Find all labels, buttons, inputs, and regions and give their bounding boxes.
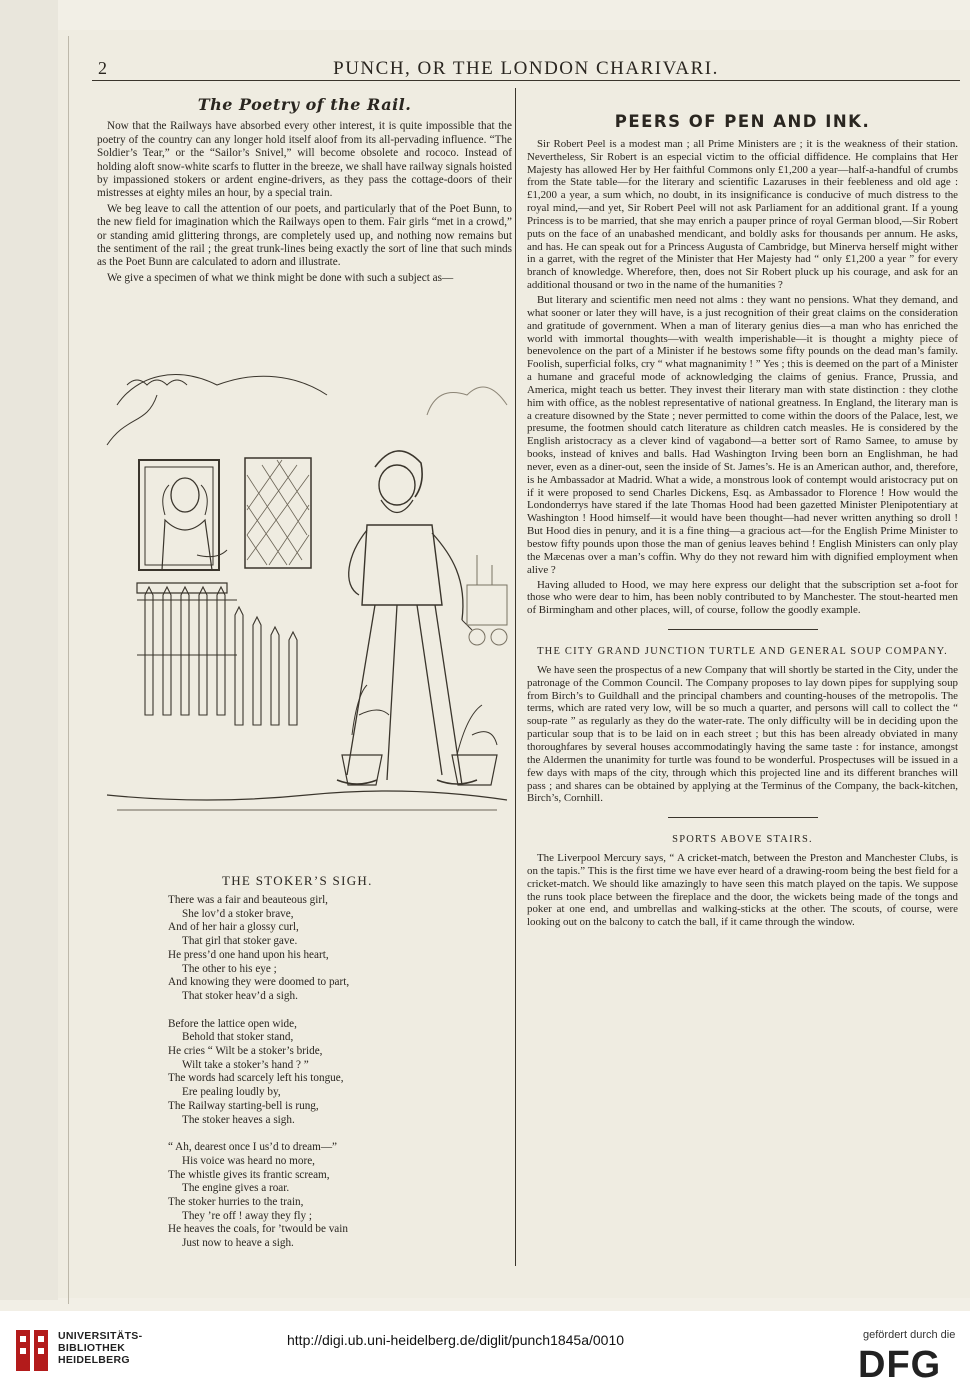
poem-line: The Railway starting-bell is rung, [168, 1099, 319, 1112]
institution-name [58, 1330, 142, 1366]
column-divider [515, 88, 516, 1266]
stoker-illustration [97, 355, 513, 845]
institution-line: HEIDELBERG [58, 1354, 130, 1366]
poem-line: That girl that stoker gave. [182, 935, 298, 948]
poem-the-stokers-sigh [168, 894, 349, 1265]
poem-stanza-3 [168, 1141, 349, 1251]
poem-line: His voice was heard no more, [182, 1154, 315, 1167]
poem-line: There was a fair and beauteous girl, [168, 894, 328, 906]
left-article [97, 95, 512, 287]
poem-line: He cries “ Wilt be a stoker’s bride, [168, 1045, 323, 1058]
poem-line: He press’d one hand upon his heart, [168, 948, 329, 961]
article-title-poetry-of-the-rail: The Poetry of the Rail. [197, 95, 412, 114]
institution-line: BIBLIOTHEK [58, 1342, 126, 1354]
poem-line: And of her hair a glossy curl, [168, 921, 299, 934]
scan-margin [0, 0, 58, 1300]
poem-line: Before the lattice open wide, [168, 1017, 297, 1030]
poem-line: Ere pealing loudly by, [182, 1086, 281, 1099]
paragraph: We have seen the prospectus of a new Company that will shortly be started in the City, under the patronage of the Common Council. The Company proposes to lay down pipes for supplying soup from Birch’s to Guildhall and the principal chambers and counting-houses of the metropolis. The terms, which are rated very low, will be so much a quarter, and persons will call to collect the “ soup-rate ” as regularly as they do the water-rate. The only difficulty will be in deciding upon the particular soup that is to be laid on in each street ; but this has been already obviated in many thoroughfares by several houses accommodatingly having the same taste : for instance, amongst the Aldermen the unanimity for turtle was found to be wonderful. Prospectuses will be issued in a few days with maps of the city, through which this projected line and its different branches will pass ; and shares can be obtained by applying at the Terminus of the Company, the back-kitchen, Birch’s, Cornhill. [527, 663, 958, 805]
poem-line: She lov’d a stoker brave, [182, 907, 294, 920]
paragraph: Having alluded to Hood, we may here express our delight that the subscription set a-foot for those who were dear to him, has been nobly contributed to by Manchester. The stout-hearted men of Birmingham and other places, will, of course, follow the goodly example. [527, 578, 958, 617]
paragraph: Sir Robert Peel is a modest man ; all Prime Ministers are ; it is the weakness of their station. Nevertheless, Sir Robert is an especial victim to the official diffidence. He complains that Her Majesty has allowed Her by Her faithful Commons only £1,200 a year—half-a-handful of crumbs from the State table—for the literary and scientific Lazaruses in their feebleness and old age : £1,200 a year, a sum which, no doubt, in its insignificance is conducive of much distress to the royal mind,—and yet, Sir Robert Peel will not ask Parliament for an additional grant. If a young Princess is to be married, that she may enrich a pauper prince of royal German blood,—Sir Robert puts on the face of an unabashed mendicant, and boldly asks for thousands per annum. He asks, and has. He can speak out for a Princess Augusta of Cambridge, but Minerva herself might wither in a garret, with the regret of the Minister that Her Majesty had “ only £1,200 a year ” for every branch of knowledge. Wherefore, then, does not Sir Robert pluck up his courage, and ask for an additional thousand or two in the name of the humanities ? [527, 137, 958, 292]
poem-line: The words had scarcely left his tongue, [168, 1072, 344, 1085]
paragraph: The Liverpool Mercury says, “ A cricket-match, between the Preston and Manchester Clubs, is on the tapis.” This is the first time we have ever heard of a drawing-room being the best field for a cricket-match. We should like amazingly to have seen this match played on the tapis. We suppose the runs took place between the fireplace and the door, the wickets being made of the tongs and poker at one end, and umbrellas and walking-sticks at the other. The scouts, of course, were looking out on the balcony to catch the ball, if it came through the window. [527, 852, 958, 929]
paragraph: Now that the Railways have absorbed every other interest, it is quite impossible that the poetry of the country can any longer hold itself aloof from its all-pervading influence. “The Soldier’s Tear,” or the “Sailor’s Snivel,” will become obsolete and rococo. Instead of holding aloft snow-white scarfs to flutter in the breeze, we shall have railway signals hoisted by impassioned stokers or ardent engine-drivers, as they pass the cottage-doors of their mistresses at eighty miles an hour, by a special train. [97, 120, 512, 200]
article-title-peers-of-pen-and-ink: PEERS OF PEN AND INK. [614, 112, 871, 131]
paragraph: We give a specimen of what we think might be done with such a subject as— [107, 271, 454, 284]
poem-line: Just now to heave a sigh. [182, 1237, 294, 1250]
poem-line: They ’re off ! away they fly ; [182, 1209, 312, 1222]
poem-line: That stoker heav’d a sigh. [182, 989, 298, 1002]
article-title-turtle-soup-company: THE CITY GRAND JUNCTION TURTLE AND GENERAL SOUP COMPANY. [537, 646, 948, 658]
funded-by-label: gefördert durch die [863, 1329, 956, 1341]
dfg-logo-text: DFG [858, 1344, 942, 1380]
institution-line: UNIVERSITÄTS- [58, 1330, 143, 1342]
page-edge-line [68, 36, 69, 1304]
poem-stanza-1 [168, 894, 349, 1004]
section-separator [668, 629, 818, 630]
poem-line: The whistle gives its frantic scream, [168, 1168, 330, 1181]
poem-line: The stoker hurries to the train, [168, 1196, 304, 1209]
paragraph: We beg leave to call the attention of our poets, and particularly that of the Poet Bunn, to the new field for imagination which the Railways open to them. Fair girls “met in a crowd,” or standing amid glittering throngs, are completely used up, and nothing now remains but the sentiment of the rail ; the great trunk-lines being exactly the sort of line that such minds as the Poet Bunn are calculated to adorn and illustrate. [97, 202, 512, 269]
poem-line: Wilt take a stoker’s hand ? ” [182, 1058, 309, 1071]
poem-stanza-2 [168, 1018, 349, 1128]
running-title: PUNCH, OR THE LONDON CHARIVARI. [333, 58, 719, 79]
poem-line: He heaves the coals, for ’twould be vain [168, 1223, 348, 1236]
dfg-logo-icon [858, 1344, 958, 1380]
page-header [92, 58, 960, 81]
paragraph: But literary and scientific men need not alms : they want no pensions. What they demand, and what sooner or later they will have, is a just recognition of their great claims on the consideration and gratitude of government. When a man of literary genius dies—a man who has enriched the world with immortal thoughts—with wealth imperishable—it is thought a mighty piece of benevolence on the part of a Minister if he bestows some fifty pounds on the dead man’s family. Foolish, superficial folks, cry “ what magnanimity ! ” Yes ; this is deemed on the part of a Minister a humane and graceful mode of acknowledging the claims of genius. France, Prussia, and America, might teach us better. They invest their literary man with state distinction : they clothe him with office, as the noblest representative of national greatness. In England, the literary man is a creature disowned by the State ; never permitted to come within the doors of the Palace, lest, we presume, the footmen should catch literature as children catch measles. He is considered by the English aristocracy as a clever kind of vagabond—a better sort of Ramo Samee, to amuse by books, instead of knives and balls. Had Washington Irving been born an Englishman, he had never, even as a diner-out, seen the inside of St. James’s. He is an American author, and, therefore, is he Ambassador at Madrid. What a wide, a monstrous look of contempt would aristocracy put on if it were proposed to send Charles Dickens, Esq. as Ambassador to Florence ! How would the Londonderrys have stared if the late Thomas Hood had been gazetted Minister Plenipotentiary at Washington ! Hood himself—it would have been thought—had never written anything so droll ! But Hood dies in penury, and it is a fine thing—a gracious act—for the English Prime Minister to bestow fifty pounds upon those the man of genius leaves behind ! English Ministers can only play the Mæcenas over a man’s coffin. Why do they not reward him with dignified employment when alive ? [527, 293, 958, 576]
digitization-footer [0, 1311, 970, 1387]
poem-line: “ Ah, dearest once I us’d to dream—” [168, 1141, 337, 1154]
source-url-link[interactable]: http://digi.ub.uni-heidelberg.de/diglit/punch1845a/0010 [287, 1332, 625, 1348]
poem-title: THE STOKER’S SIGH. [222, 873, 373, 888]
page-number: 2 [98, 58, 107, 78]
right-column [527, 112, 958, 931]
poem-line: The engine gives a roar. [182, 1182, 290, 1195]
university-library-logo-icon [14, 1328, 50, 1373]
poem-line: The other to his eye ; [182, 962, 277, 975]
poem-line: And knowing they were doomed to part, [168, 976, 350, 989]
poem-line: The stoker heaves a sigh. [182, 1113, 295, 1126]
article-title-sports-above-stairs: SPORTS ABOVE STAIRS. [672, 834, 813, 846]
poem-line: Behold that stoker stand, [182, 1031, 294, 1044]
section-separator [668, 817, 818, 818]
